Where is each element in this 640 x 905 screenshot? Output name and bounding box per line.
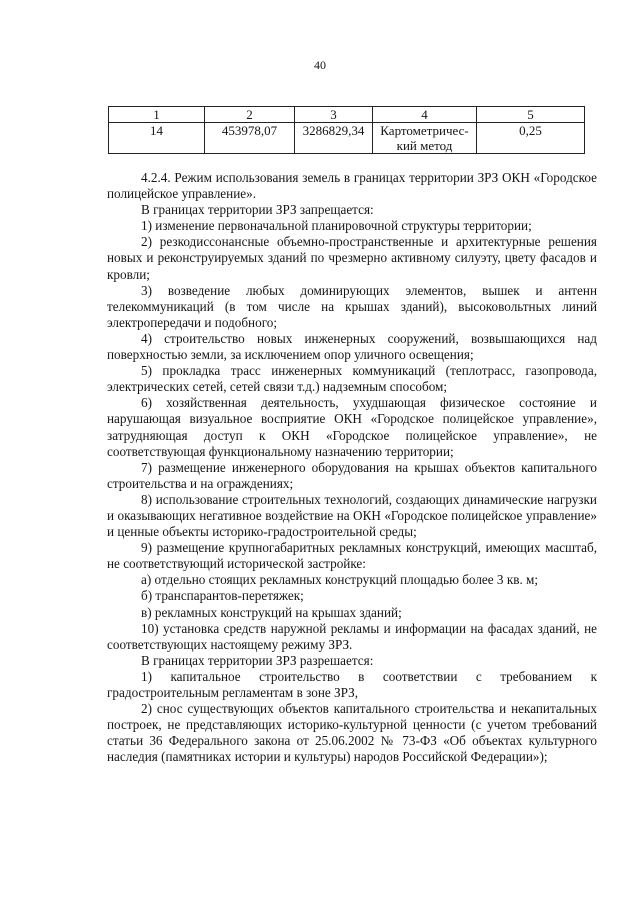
paragraph: б) транспарантов-перетяжек; [141, 588, 304, 604]
table-cell: 0,25 [477, 123, 585, 154]
paragraph: 9) размещение крупногабаритных рекламных конструкций, имеющих масштаб, не соответствующий исторической застройке: [107, 540, 597, 572]
table-header-cell: 2 [205, 107, 295, 123]
table-cell: Картометричес-кий метод [373, 123, 477, 154]
paragraph: 2) резкодиссонансные объемно-пространственные и архитектурные решения новых и реконструируемых зданий по чрезмерно активному силуэту, цвету фасадов и кровли; [107, 234, 597, 282]
table-header-cell: 1 [109, 107, 205, 123]
paragraph: 1) капитальное строительство в соответствии с требованием к градостроительным регламентам в зоне ЗРЗ, [107, 668, 597, 700]
paragraph: 6) хозяйственная деятельность, ухудшающая физическое состояние и нарушающая визуальное восприятие ОКН «Городское полицейское управление», затрудняющая доступ к ОКН «Городское полицейское управление», не соответствующая функциональному назначению территории; [107, 395, 597, 459]
paragraph: 8) использование строительных технологий, создающих динамические нагрузки и оказывающих негативное воздействие на ОКН «Городское полицейское управление» и ценные объекты историко-градостроительной среды; [107, 491, 597, 540]
table-header-cell: 3 [295, 107, 373, 123]
table-cell: 453978,07 [205, 123, 295, 154]
paragraph: 5) прокладка трасс инженерных коммуникаций (теплотрасс, газопровода, электрических сетей, сетей связи т.д.) надземным способом; [107, 363, 597, 395]
paragraph: 4) строительство новых инженерных сооружений, возвышающихся над поверхностью земли, за исключением опор уличного освещения; [107, 330, 597, 363]
table-row [109, 123, 585, 154]
page-number: 40 [314, 58, 326, 72]
paragraph: В границах территории ЗРЗ разрешается: [141, 652, 374, 668]
table-cell: 14 [109, 123, 205, 154]
coordinates-table [108, 106, 585, 154]
paragraph: 2) снос существующих объектов капитального строительства и некапитальных построек, не представляющих историко-культурной ценности (с учетом требований статьи 36 Федерального закона от 25.06.2002 № 73-ФЗ «Об объектах культурного наследия (памятниках истории и культуры) народов Российской Федерации»); [107, 701, 597, 765]
paragraph: В границах территории ЗРЗ запрещается: [141, 202, 374, 218]
paragraph: 3) возведение любых доминирующих элементов, вышек и антенн телекоммуникаций (в том числе на крышах зданий), высоковольтных линий электропередачи и подобного; [107, 282, 597, 330]
table-cell: 3286829,34 [295, 123, 373, 154]
paragraph: 10) установка средств наружной рекламы и информации на фасадах зданий, не соответствующих настоящему режиму ЗРЗ. [107, 620, 597, 652]
section-heading: 4.2.4. Режим использования земель в границах территории ЗРЗ ОКН «Городское полицейское управление». [107, 170, 597, 202]
table-header-cell: 5 [477, 107, 585, 123]
table-header-row [109, 107, 585, 123]
paragraph: 1) изменение первоначальной планировочной структуры территории; [141, 218, 532, 234]
table-header-cell: 4 [373, 107, 477, 123]
paragraph: 7) размещение инженерного оборудования на крышах объектов капитального строительства и на ограждениях; [107, 459, 597, 491]
paragraph: а) отдельно стоящих рекламных конструкций площадью более 3 кв. м; [141, 572, 539, 588]
document-body [107, 170, 597, 765]
paragraph: в) рекламных конструкций на крышах зданий; [141, 604, 402, 620]
